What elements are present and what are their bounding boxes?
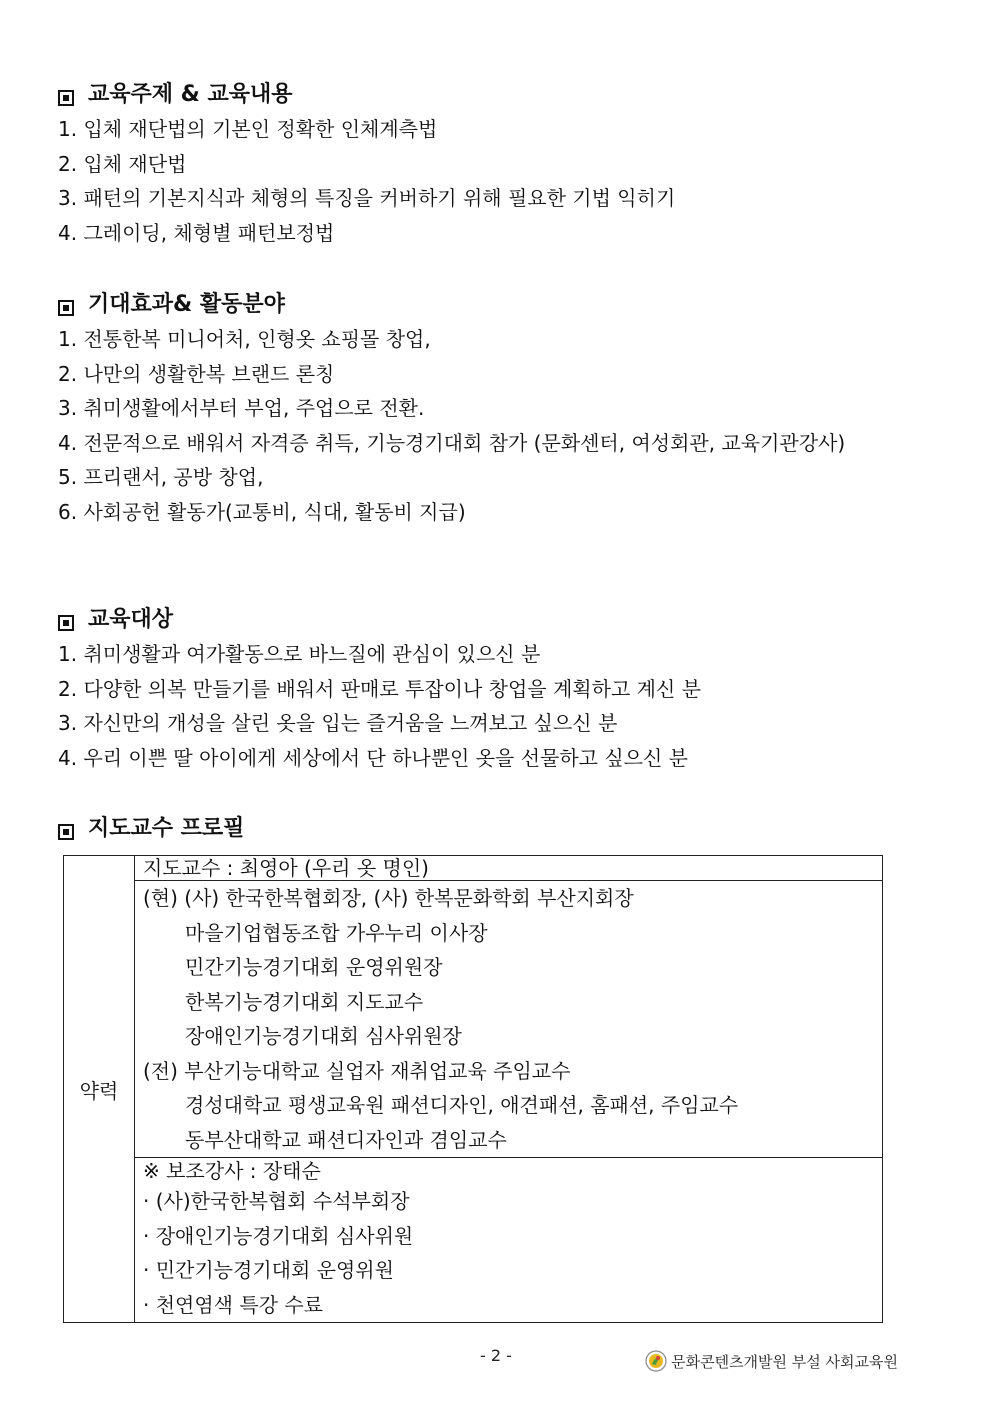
assistant-line: · 천연염색 특강 수료 — [143, 1292, 323, 1317]
square-bullet-icon — [58, 90, 74, 106]
assistant-name: ※ 보조강사 : 장태순 — [143, 1159, 321, 1183]
section-title: 지도교수 프로필 — [88, 816, 245, 841]
section-topic — [58, 78, 908, 250]
list-item: 3. 취미생활에서부터 부업, 주업으로 전환. — [58, 396, 425, 420]
section-profile — [58, 812, 908, 846]
career-line: 동부산대학교 패션디자인과 겸임교수 — [185, 1127, 507, 1152]
section-title: 교육대상 — [88, 607, 174, 632]
page-number: - 2 - — [480, 1346, 512, 1365]
list-item: 3. 패턴의 기본지식과 체형의 특징을 커버하기 위해 필요한 기법 익히기 — [58, 186, 676, 210]
career-line: 마을기업협동조합 가우누리 이사장 — [185, 920, 488, 945]
career-cell — [135, 881, 883, 1158]
list-item: 4. 우리 이쁜 딸 아이에게 세상에서 단 하나뿐인 옷을 선물하고 싶으신 분 — [58, 745, 688, 770]
career-line: 경성대학교 평생교육원 패션디자인, 애견패션, 홈패션, 주임교수 — [185, 1093, 739, 1117]
list-item: 3. 자신만의 개성을 살린 옷을 입는 즐거움을 느껴보고 싶으신 분 — [58, 711, 618, 735]
square-bullet-icon — [58, 300, 74, 316]
list-item: 2. 나만의 생활한복 브랜드 론칭 — [58, 361, 335, 386]
list-item: 2. 다양한 의복 만들기를 배워서 판매로 투잡이나 창업을 계획하고 계신 분 — [58, 676, 701, 701]
section-heading — [58, 603, 908, 637]
list-item: 5. 프리랜서, 공방 창업, — [58, 465, 264, 489]
section-target — [58, 603, 908, 775]
section-heading — [58, 812, 908, 846]
section-heading — [58, 78, 908, 112]
profile-label: 약력 — [64, 856, 135, 1323]
career-line: 장애인기능경기대회 심사위원장 — [185, 1024, 462, 1048]
square-bullet-icon — [58, 824, 74, 840]
square-bullet-icon — [58, 615, 74, 631]
section-title: 교육주제 & 교육내용 — [88, 82, 293, 107]
assistant-line: · 장애인기능경기대회 심사위원 — [143, 1223, 414, 1248]
organization-name: 문화콘텐츠개발원 부설 사회교육원 — [671, 1352, 898, 1371]
career-line: (전) 부산기능대학교 실업자 재취업교육 주임교수 — [143, 1058, 571, 1083]
professor-name: 지도교수 : 최영아 (우리 옷 명인) — [143, 856, 429, 880]
career-line: 민간기능경기대회 운영위원장 — [185, 955, 443, 979]
list-item: 1. 입체 재단법의 기본인 정확한 인체계측법 — [58, 117, 438, 141]
list-item: 4. 전문적으로 배워서 자격증 취득, 기능경기대회 참가 (문화센터, 여성회관, 교육기관강사) — [58, 430, 846, 455]
organization-logo-icon — [645, 1350, 667, 1372]
list-item: 1. 취미생활과 여가활동으로 바느질에 관심이 있으신 분 — [58, 642, 541, 666]
profile-table — [63, 855, 883, 1323]
assistant-cell — [135, 1158, 883, 1323]
list-item: 2. 입체 재단법 — [58, 151, 187, 176]
assistant-line: · 민간기능경기대회 운영위원 — [143, 1258, 394, 1282]
career-line: (현) (사) 한국한복협회장, (사) 한복문화학회 부산지회장 — [143, 886, 634, 910]
list-item: 6. 사회공헌 활동가(교통비, 식대, 활동비 지급) — [58, 499, 466, 524]
list-item: 1. 전통한복 미니어처, 인형옷 쇼핑몰 창업, — [58, 327, 431, 351]
section-heading — [58, 288, 908, 322]
section-effects — [58, 288, 908, 529]
footer-organization — [645, 1350, 898, 1372]
section-title: 기대효과& 활동분야 — [88, 292, 285, 317]
list-item: 4. 그레이딩, 체형별 패턴보정법 — [58, 220, 335, 245]
assistant-line: · (사)한국한복협회 수석부회장 — [143, 1189, 410, 1213]
career-line: 한복기능경기대회 지도교수 — [185, 989, 424, 1014]
professor-cell — [135, 856, 883, 881]
